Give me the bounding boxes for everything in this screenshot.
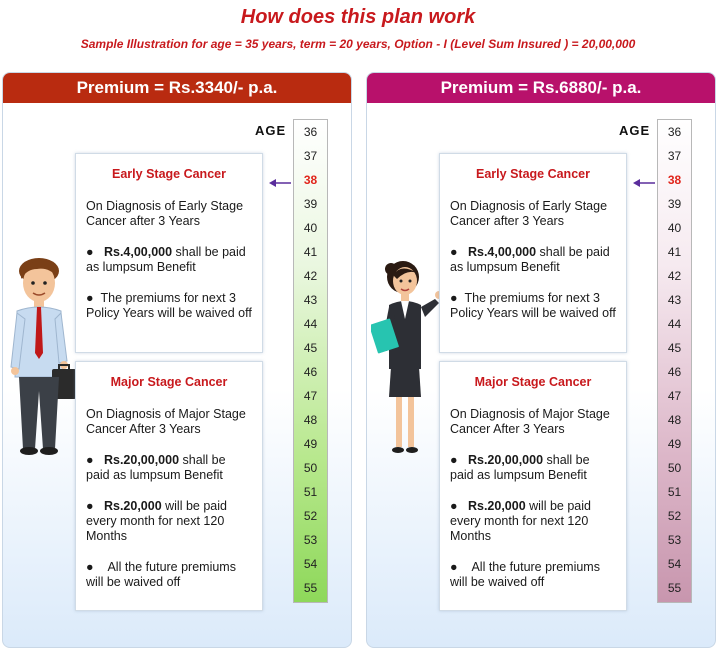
- benefit-text: All the future premiums will be waived off: [86, 560, 236, 589]
- benefit-point: ● All the future premiums will be waived off: [450, 560, 600, 589]
- premium-header: Premium = Rs.3340/- p.a.: [3, 73, 351, 103]
- age-tick: 50: [303, 461, 318, 475]
- benefit-point: ● Rs.20,00,000 shall be paid as lumpsum Benefit: [86, 453, 226, 482]
- benefit-text: will be paid every month for next 120 Months: [450, 499, 591, 543]
- age-tick: 51: [303, 485, 318, 499]
- benefit-text: shall be paid as lumpsum Benefit: [86, 245, 246, 274]
- age-tick: 43: [667, 293, 682, 307]
- age-tick: 46: [667, 365, 682, 379]
- age-tick: 40: [303, 221, 318, 235]
- age-tick: 38: [667, 173, 682, 187]
- page-subtitle: Sample Illustration for age = 35 years, term = 20 years, Option - I (Level Sum Insured ) = 20,00,000: [80, 37, 636, 51]
- age-tick: 41: [303, 245, 318, 259]
- card-intro: On Diagnosis of Major Stage Cancer After 3 Years: [86, 407, 246, 436]
- age-tick: 53: [667, 533, 682, 547]
- card-intro: On Diagnosis of Major Stage Cancer After 3 Years: [450, 407, 610, 436]
- benefit-amount: Rs.20,000: [467, 499, 526, 513]
- age-tick: 55: [667, 581, 682, 595]
- age-tick: 49: [667, 437, 682, 451]
- major-stage-card: [439, 361, 627, 611]
- age-tick: 46: [303, 365, 318, 379]
- card-intro: On Diagnosis of Early Stage Cancer after 3 Years: [86, 199, 244, 228]
- age-tick: 52: [667, 509, 682, 523]
- arrow-left-icon: [269, 179, 291, 187]
- age-label: AGE: [619, 123, 651, 138]
- card-title: Early Stage Cancer: [112, 167, 226, 181]
- benefit-point: ● The premiums for next 3 Policy Years will be waived off: [450, 291, 616, 320]
- benefit-text: will be paid every month for next 120 Months: [86, 499, 227, 543]
- age-scale: [657, 119, 692, 603]
- benefit-point: ● Rs.4,00,000 shall be paid as lumpsum Benefit: [86, 245, 246, 274]
- age-tick: 47: [667, 389, 682, 403]
- benefit-point: ● Rs.20,000 will be paid every month for next 120 Months: [450, 499, 591, 543]
- card-title: Early Stage Cancer: [476, 167, 590, 181]
- benefit-amount: Rs.20,00,000: [467, 453, 544, 467]
- age-tick: 52: [303, 509, 318, 523]
- age-tick: 54: [667, 557, 682, 571]
- arrow-left-icon: [633, 179, 655, 187]
- premium-header: Premium = Rs.6880/- p.a.: [367, 73, 715, 103]
- early-stage-card: [75, 153, 263, 353]
- age-tick: 45: [667, 341, 682, 355]
- age-tick: 49: [303, 437, 318, 451]
- age-label: AGE: [255, 123, 287, 138]
- benefit-amount: Rs.4,00,000: [467, 245, 537, 259]
- card-title: Major Stage Cancer: [110, 375, 228, 389]
- age-tick: 36: [667, 125, 682, 139]
- age-tick: 50: [667, 461, 682, 475]
- benefit-amount: Rs.20,00,000: [103, 453, 180, 467]
- age-tick: 53: [303, 533, 318, 547]
- benefit-point: ● Rs.4,00,000 shall be paid as lumpsum Benefit: [450, 245, 610, 274]
- benefit-point: ● Rs.20,000 will be paid every month for next 120 Months: [86, 499, 227, 543]
- age-tick: 38: [303, 173, 318, 187]
- benefit-text: shall be paid as lumpsum Benefit: [450, 245, 610, 274]
- benefit-point: ● Rs.20,00,000 shall be paid as lumpsum Benefit: [450, 453, 590, 482]
- plan-panel-female: [366, 72, 716, 648]
- age-tick: 42: [667, 269, 682, 283]
- age-tick: 36: [303, 125, 318, 139]
- age-tick: 51: [667, 485, 682, 499]
- age-tick: 37: [667, 149, 682, 163]
- benefit-amount: Rs.4,00,000: [103, 245, 173, 259]
- benefit-point: ● All the future premiums will be waived off: [86, 560, 236, 589]
- card-intro: On Diagnosis of Early Stage Cancer after 3 Years: [450, 199, 608, 228]
- plan-panel-male: [2, 72, 352, 648]
- age-tick: 48: [303, 413, 318, 427]
- card-title: Major Stage Cancer: [474, 375, 592, 389]
- age-tick: 48: [667, 413, 682, 427]
- page-title: How does this plan work: [240, 6, 476, 28]
- benefit-amount: Rs.20,000: [103, 499, 162, 513]
- benefit-text: All the future premiums will be waived off: [450, 560, 600, 589]
- benefit-text: shall be paid as lumpsum Benefit: [450, 453, 590, 482]
- age-tick: 42: [303, 269, 318, 283]
- age-tick: 55: [303, 581, 318, 595]
- age-tick: 44: [667, 317, 682, 331]
- early-stage-card: [439, 153, 627, 353]
- age-tick: 45: [303, 341, 318, 355]
- age-tick: 54: [303, 557, 318, 571]
- age-tick: 39: [667, 197, 682, 211]
- benefit-text: The premiums for next 3 Policy Years will be waived off: [450, 291, 616, 320]
- age-tick: 47: [303, 389, 318, 403]
- age-tick: 44: [303, 317, 318, 331]
- age-tick: 39: [303, 197, 318, 211]
- benefit-text: shall be paid as lumpsum Benefit: [86, 453, 226, 482]
- age-scale: [293, 119, 328, 603]
- major-stage-card: [75, 361, 263, 611]
- age-tick: 41: [667, 245, 682, 259]
- age-tick: 37: [303, 149, 318, 163]
- age-tick: 43: [303, 293, 318, 307]
- age-tick: 40: [667, 221, 682, 235]
- benefit-text: The premiums for next 3 Policy Years will be waived off: [86, 291, 252, 320]
- benefit-point: ● The premiums for next 3 Policy Years will be waived off: [86, 291, 252, 320]
- man-illustration: [7, 257, 77, 462]
